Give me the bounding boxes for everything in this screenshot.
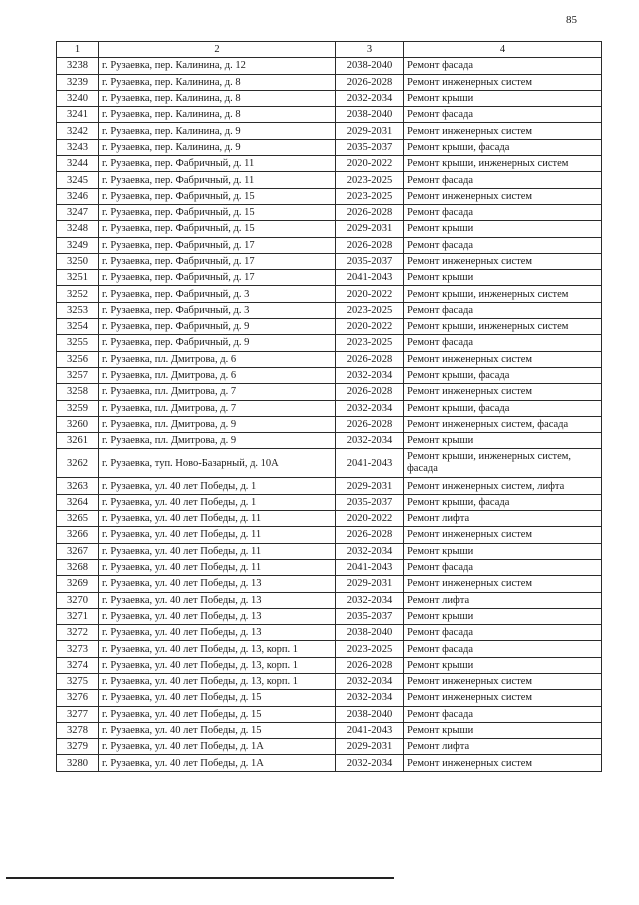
- work-type-cell: Ремонт инженерных систем: [404, 188, 602, 204]
- address-cell: г. Рузаевка, ул. 40 лет Победы, д. 1А: [99, 755, 336, 771]
- address-cell: г. Рузаевка, пер. Фабричный, д. 9: [99, 319, 336, 335]
- work-type-cell: Ремонт крыши: [404, 722, 602, 738]
- table-row: [57, 543, 602, 559]
- address-cell: г. Рузаевка, пер. Фабричный, д. 11: [99, 156, 336, 172]
- work-type-cell: Ремонт крыши: [404, 543, 602, 559]
- work-type-cell: Ремонт фасада: [404, 625, 602, 641]
- table-row: [57, 58, 602, 74]
- address-cell: г. Рузаевка, ул. 40 лет Победы, д. 13: [99, 608, 336, 624]
- row-number-cell: 3242: [57, 123, 99, 139]
- table-row: [57, 478, 602, 494]
- address-cell: г. Рузаевка, ул. 40 лет Победы, д. 11: [99, 543, 336, 559]
- row-number-cell: 3248: [57, 221, 99, 237]
- years-cell: 2032-2034: [336, 400, 404, 416]
- row-number-cell: 3259: [57, 400, 99, 416]
- work-type-cell: Ремонт инженерных систем: [404, 253, 602, 269]
- address-cell: г. Рузаевка, туп. Ново-Базарный, д. 10А: [99, 449, 336, 478]
- row-number-cell: 3245: [57, 172, 99, 188]
- table-row: [57, 739, 602, 755]
- years-cell: 2020-2022: [336, 156, 404, 172]
- page-number: 85: [566, 14, 577, 26]
- row-number-cell: 3252: [57, 286, 99, 302]
- row-number-cell: 3265: [57, 511, 99, 527]
- table-row: [57, 286, 602, 302]
- column-header-number: 1: [57, 42, 99, 58]
- years-cell: 2038-2040: [336, 58, 404, 74]
- years-cell: 2026-2028: [336, 384, 404, 400]
- years-cell: 2032-2034: [336, 433, 404, 449]
- row-number-cell: 3274: [57, 657, 99, 673]
- row-number-cell: 3253: [57, 302, 99, 318]
- address-cell: г. Рузаевка, пер. Калинина, д. 8: [99, 107, 336, 123]
- work-type-cell: Ремонт фасада: [404, 706, 602, 722]
- years-cell: 2035-2037: [336, 253, 404, 269]
- years-cell: 2020-2022: [336, 319, 404, 335]
- work-type-cell: Ремонт крыши, фасада: [404, 139, 602, 155]
- years-cell: 2032-2034: [336, 592, 404, 608]
- years-cell: 2041-2043: [336, 559, 404, 575]
- row-number-cell: 3264: [57, 494, 99, 510]
- address-cell: г. Рузаевка, пер. Калинина, д. 12: [99, 58, 336, 74]
- address-cell: г. Рузаевка, ул. 40 лет Победы, д. 11: [99, 511, 336, 527]
- table-row: [57, 204, 602, 220]
- table-row: [57, 722, 602, 738]
- work-type-cell: Ремонт фасада: [404, 107, 602, 123]
- work-type-cell: Ремонт инженерных систем: [404, 384, 602, 400]
- work-type-cell: Ремонт фасада: [404, 302, 602, 318]
- years-cell: 2023-2025: [336, 641, 404, 657]
- table-row: [57, 416, 602, 432]
- address-cell: г. Рузаевка, пер. Фабричный, д. 17: [99, 237, 336, 253]
- table-row: [57, 90, 602, 106]
- work-type-cell: Ремонт инженерных систем, лифта: [404, 478, 602, 494]
- table-header-row: [57, 42, 602, 58]
- work-type-cell: Ремонт крыши, фасада: [404, 367, 602, 383]
- table-row: [57, 592, 602, 608]
- row-number-cell: 3271: [57, 608, 99, 624]
- work-type-cell: Ремонт фасада: [404, 641, 602, 657]
- work-type-cell: Ремонт крыши: [404, 90, 602, 106]
- table-row: [57, 123, 602, 139]
- address-cell: г. Рузаевка, ул. 40 лет Победы, д. 11: [99, 527, 336, 543]
- address-cell: г. Рузаевка, пл. Дмитрова, д. 9: [99, 416, 336, 432]
- address-cell: г. Рузаевка, пл. Дмитрова, д. 7: [99, 384, 336, 400]
- row-number-cell: 3238: [57, 58, 99, 74]
- years-cell: 2026-2028: [336, 351, 404, 367]
- years-cell: 2041-2043: [336, 449, 404, 478]
- address-cell: г. Рузаевка, ул. 40 лет Победы, д. 15: [99, 706, 336, 722]
- table-row: [57, 253, 602, 269]
- work-type-cell: Ремонт лифта: [404, 739, 602, 755]
- work-type-cell: Ремонт крыши, фасада: [404, 400, 602, 416]
- years-cell: 2029-2031: [336, 221, 404, 237]
- years-cell: 2032-2034: [336, 673, 404, 689]
- address-cell: г. Рузаевка, пер. Фабричный, д. 11: [99, 172, 336, 188]
- work-type-cell: Ремонт крыши, инженерных систем: [404, 319, 602, 335]
- table-row: [57, 302, 602, 318]
- address-cell: г. Рузаевка, пер. Фабричный, д. 3: [99, 302, 336, 318]
- years-cell: 2032-2034: [336, 90, 404, 106]
- address-cell: г. Рузаевка, ул. 40 лет Победы, д. 13: [99, 625, 336, 641]
- work-type-cell: Ремонт инженерных систем: [404, 351, 602, 367]
- row-number-cell: 3280: [57, 755, 99, 771]
- years-cell: 2029-2031: [336, 739, 404, 755]
- work-type-cell: Ремонт инженерных систем: [404, 673, 602, 689]
- repair-schedule-table: [56, 41, 602, 772]
- table-row: [57, 351, 602, 367]
- row-number-cell: 3257: [57, 367, 99, 383]
- table-row: [57, 400, 602, 416]
- address-cell: г. Рузаевка, пл. Дмитрова, д. 9: [99, 433, 336, 449]
- years-cell: 2035-2037: [336, 608, 404, 624]
- address-cell: г. Рузаевка, ул. 40 лет Победы, д. 13, корп. 1: [99, 641, 336, 657]
- address-cell: г. Рузаевка, ул. 40 лет Победы, д. 13, корп. 1: [99, 657, 336, 673]
- years-cell: 2029-2031: [336, 576, 404, 592]
- address-cell: г. Рузаевка, пер. Калинина, д. 9: [99, 123, 336, 139]
- row-number-cell: 3269: [57, 576, 99, 592]
- work-type-cell: Ремонт крыши, фасада: [404, 494, 602, 510]
- address-cell: г. Рузаевка, ул. 40 лет Победы, д. 15: [99, 722, 336, 738]
- work-type-cell: Ремонт инженерных систем: [404, 74, 602, 90]
- work-type-cell: Ремонт лифта: [404, 511, 602, 527]
- years-cell: 2023-2025: [336, 188, 404, 204]
- table-row: [57, 449, 602, 478]
- bottom-rule: [6, 877, 394, 879]
- table-row: [57, 527, 602, 543]
- row-number-cell: 3254: [57, 319, 99, 335]
- years-cell: 2026-2028: [336, 416, 404, 432]
- table-row: [57, 139, 602, 155]
- table-row: [57, 172, 602, 188]
- row-number-cell: 3258: [57, 384, 99, 400]
- table-row: [57, 641, 602, 657]
- years-cell: 2026-2028: [336, 237, 404, 253]
- address-cell: г. Рузаевка, ул. 40 лет Победы, д. 15: [99, 690, 336, 706]
- row-number-cell: 3275: [57, 673, 99, 689]
- address-cell: г. Рузаевка, ул. 40 лет Победы, д. 13, корп. 1: [99, 673, 336, 689]
- years-cell: 2032-2034: [336, 367, 404, 383]
- row-number-cell: 3247: [57, 204, 99, 220]
- table-row: [57, 559, 602, 575]
- row-number-cell: 3249: [57, 237, 99, 253]
- work-type-cell: Ремонт инженерных систем: [404, 527, 602, 543]
- years-cell: 2026-2028: [336, 74, 404, 90]
- address-cell: г. Рузаевка, пер. Фабричный, д. 15: [99, 188, 336, 204]
- work-type-cell: Ремонт крыши: [404, 608, 602, 624]
- column-header-work: 4: [404, 42, 602, 58]
- address-cell: г. Рузаевка, пер. Фабричный, д. 15: [99, 204, 336, 220]
- row-number-cell: 3266: [57, 527, 99, 543]
- work-type-cell: Ремонт фасада: [404, 172, 602, 188]
- table-row: [57, 755, 602, 771]
- table-row: [57, 673, 602, 689]
- row-number-cell: 3277: [57, 706, 99, 722]
- table-row: [57, 107, 602, 123]
- row-number-cell: 3240: [57, 90, 99, 106]
- address-cell: г. Рузаевка, пер. Фабричный, д. 3: [99, 286, 336, 302]
- work-type-cell: Ремонт инженерных систем: [404, 576, 602, 592]
- row-number-cell: 3272: [57, 625, 99, 641]
- years-cell: 2026-2028: [336, 527, 404, 543]
- years-cell: 2032-2034: [336, 690, 404, 706]
- address-cell: г. Рузаевка, пер. Фабричный, д. 15: [99, 221, 336, 237]
- row-number-cell: 3273: [57, 641, 99, 657]
- years-cell: 2020-2022: [336, 511, 404, 527]
- years-cell: 2035-2037: [336, 139, 404, 155]
- table-row: [57, 221, 602, 237]
- work-type-cell: Ремонт инженерных систем: [404, 123, 602, 139]
- table-body: [57, 58, 602, 771]
- table-row: [57, 494, 602, 510]
- years-cell: 2023-2025: [336, 335, 404, 351]
- work-type-cell: Ремонт фасада: [404, 335, 602, 351]
- work-type-cell: Ремонт фасада: [404, 58, 602, 74]
- address-cell: г. Рузаевка, пер. Калинина, д. 8: [99, 74, 336, 90]
- years-cell: 2035-2037: [336, 494, 404, 510]
- row-number-cell: 3243: [57, 139, 99, 155]
- years-cell: 2038-2040: [336, 625, 404, 641]
- address-cell: г. Рузаевка, пер. Калинина, д. 9: [99, 139, 336, 155]
- work-type-cell: Ремонт крыши: [404, 657, 602, 673]
- address-cell: г. Рузаевка, пер. Фабричный, д. 9: [99, 335, 336, 351]
- row-number-cell: 3278: [57, 722, 99, 738]
- work-type-cell: Ремонт инженерных систем, фасада: [404, 416, 602, 432]
- years-cell: 2023-2025: [336, 172, 404, 188]
- table-row: [57, 319, 602, 335]
- table-row: [57, 156, 602, 172]
- years-cell: 2026-2028: [336, 657, 404, 673]
- address-cell: г. Рузаевка, пл. Дмитрова, д. 6: [99, 367, 336, 383]
- table-row: [57, 188, 602, 204]
- years-cell: 2023-2025: [336, 302, 404, 318]
- address-cell: г. Рузаевка, ул. 40 лет Победы, д. 13: [99, 576, 336, 592]
- years-cell: 2041-2043: [336, 270, 404, 286]
- years-cell: 2029-2031: [336, 478, 404, 494]
- table-row: [57, 433, 602, 449]
- row-number-cell: 3256: [57, 351, 99, 367]
- table-row: [57, 237, 602, 253]
- address-cell: г. Рузаевка, ул. 40 лет Победы, д. 1: [99, 494, 336, 510]
- table-row: [57, 367, 602, 383]
- row-number-cell: 3270: [57, 592, 99, 608]
- work-type-cell: Ремонт крыши: [404, 433, 602, 449]
- work-type-cell: Ремонт фасада: [404, 559, 602, 575]
- years-cell: 2038-2040: [336, 706, 404, 722]
- address-cell: г. Рузаевка, пер. Фабричный, д. 17: [99, 253, 336, 269]
- row-number-cell: 3260: [57, 416, 99, 432]
- work-type-cell: Ремонт фасада: [404, 204, 602, 220]
- row-number-cell: 3263: [57, 478, 99, 494]
- years-cell: 2029-2031: [336, 123, 404, 139]
- table-row: [57, 608, 602, 624]
- work-type-cell: Ремонт фасада: [404, 237, 602, 253]
- table-row: [57, 384, 602, 400]
- work-type-cell: Ремонт крыши, инженерных систем: [404, 156, 602, 172]
- row-number-cell: 3268: [57, 559, 99, 575]
- work-type-cell: Ремонт инженерных систем: [404, 690, 602, 706]
- years-cell: 2041-2043: [336, 722, 404, 738]
- column-header-years: 3: [336, 42, 404, 58]
- address-cell: г. Рузаевка, пер. Калинина, д. 8: [99, 90, 336, 106]
- column-header-address: 2: [99, 42, 336, 58]
- row-number-cell: 3246: [57, 188, 99, 204]
- years-cell: 2026-2028: [336, 204, 404, 220]
- row-number-cell: 3239: [57, 74, 99, 90]
- row-number-cell: 3276: [57, 690, 99, 706]
- table-row: [57, 706, 602, 722]
- work-type-cell: Ремонт инженерных систем: [404, 755, 602, 771]
- table-row: [57, 576, 602, 592]
- row-number-cell: 3261: [57, 433, 99, 449]
- work-type-cell: Ремонт крыши: [404, 270, 602, 286]
- row-number-cell: 3250: [57, 253, 99, 269]
- address-cell: г. Рузаевка, ул. 40 лет Победы, д. 1А: [99, 739, 336, 755]
- table-row: [57, 657, 602, 673]
- row-number-cell: 3279: [57, 739, 99, 755]
- row-number-cell: 3255: [57, 335, 99, 351]
- work-type-cell: Ремонт крыши, инженерных систем, фасада: [404, 449, 602, 478]
- table-row: [57, 625, 602, 641]
- address-cell: г. Рузаевка, ул. 40 лет Победы, д. 11: [99, 559, 336, 575]
- table-row: [57, 74, 602, 90]
- table-row: [57, 690, 602, 706]
- address-cell: г. Рузаевка, ул. 40 лет Победы, д. 13: [99, 592, 336, 608]
- row-number-cell: 3251: [57, 270, 99, 286]
- years-cell: 2032-2034: [336, 543, 404, 559]
- address-cell: г. Рузаевка, ул. 40 лет Победы, д. 1: [99, 478, 336, 494]
- table-row: [57, 335, 602, 351]
- work-type-cell: Ремонт крыши, инженерных систем: [404, 286, 602, 302]
- years-cell: 2038-2040: [336, 107, 404, 123]
- work-type-cell: Ремонт лифта: [404, 592, 602, 608]
- years-cell: 2020-2022: [336, 286, 404, 302]
- row-number-cell: 3241: [57, 107, 99, 123]
- table-row: [57, 270, 602, 286]
- address-cell: г. Рузаевка, пл. Дмитрова, д. 7: [99, 400, 336, 416]
- years-cell: 2032-2034: [336, 755, 404, 771]
- table-row: [57, 511, 602, 527]
- address-cell: г. Рузаевка, пл. Дмитрова, д. 6: [99, 351, 336, 367]
- row-number-cell: 3262: [57, 449, 99, 478]
- address-cell: г. Рузаевка, пер. Фабричный, д. 17: [99, 270, 336, 286]
- row-number-cell: 3267: [57, 543, 99, 559]
- work-type-cell: Ремонт крыши: [404, 221, 602, 237]
- row-number-cell: 3244: [57, 156, 99, 172]
